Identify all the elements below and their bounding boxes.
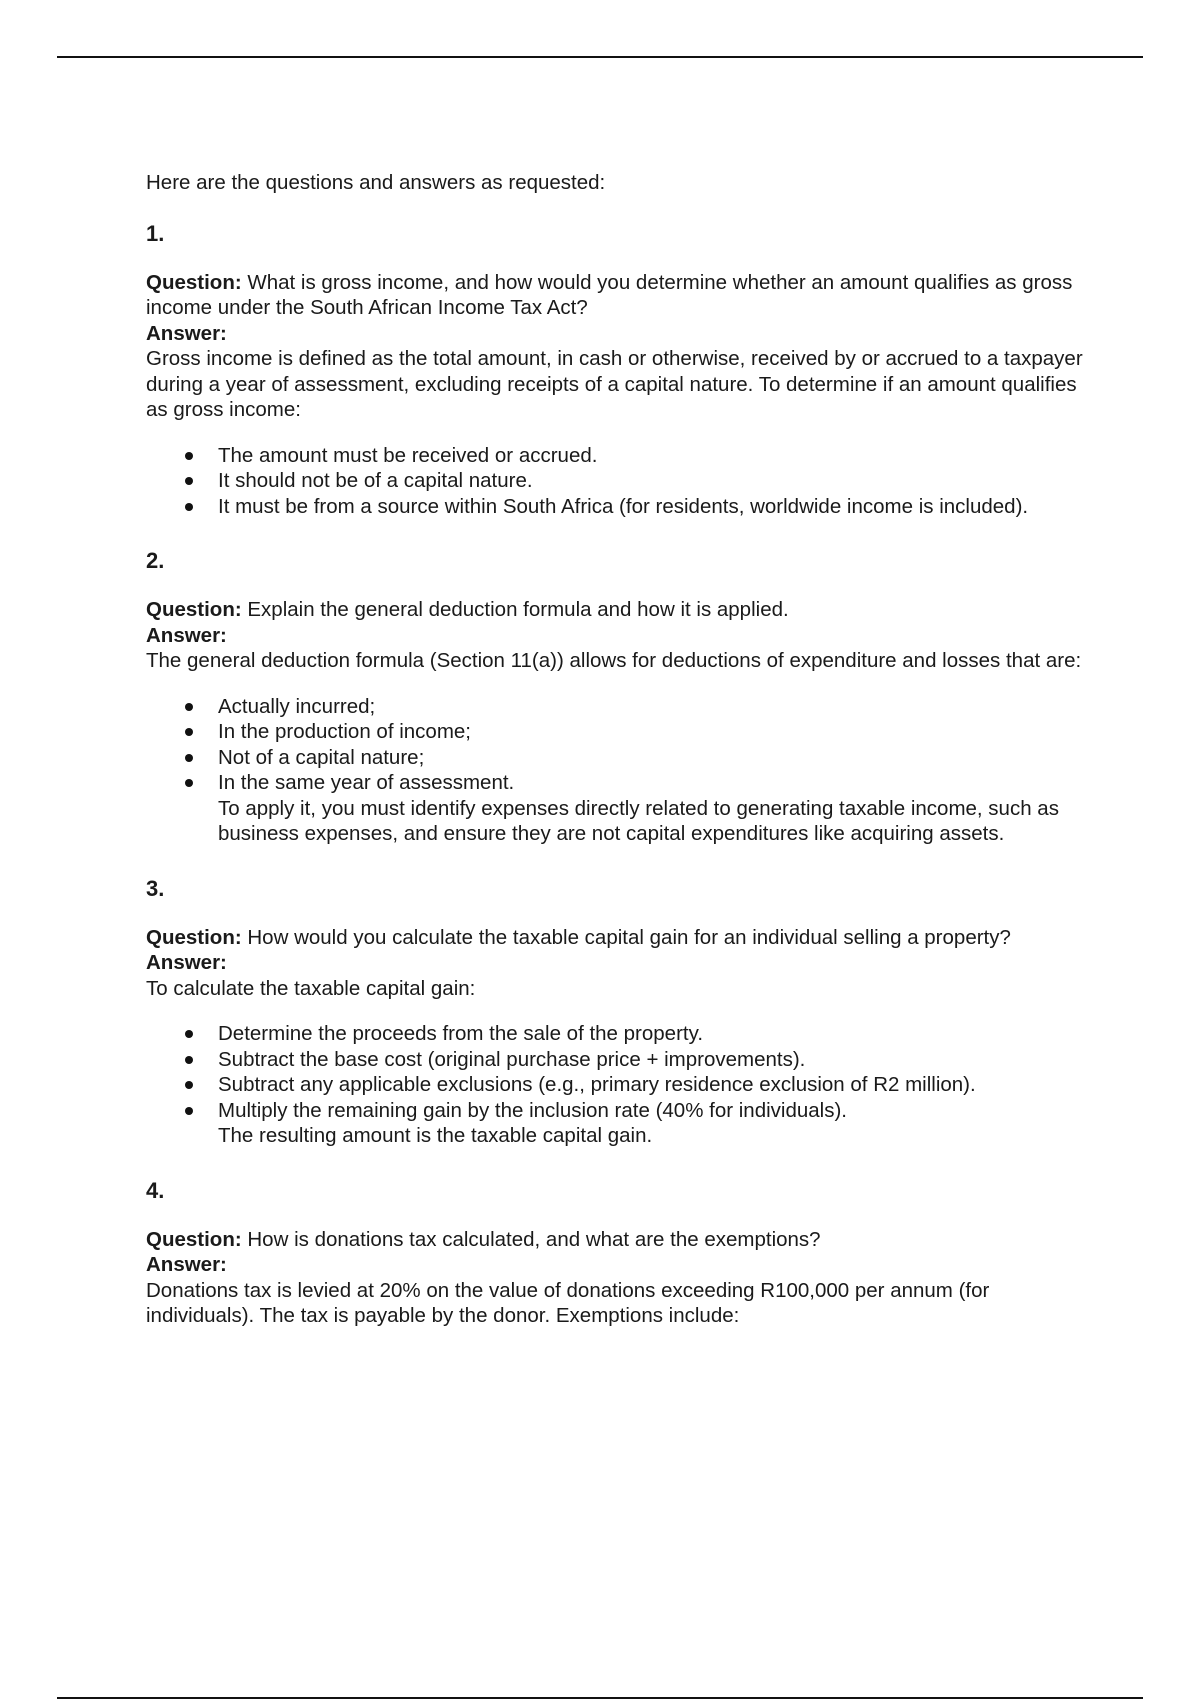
trailing-note: To apply it, you must identify expenses directly related to generating taxable income, such as business expenses, and ensure they are not capital expenditures like acquiring assets. <box>218 796 1059 845</box>
document-body <box>146 170 1091 1357</box>
list-item: In the production of income; <box>218 719 1091 745</box>
list-item: It must be from a source within South Africa (for residents, worldwide income is included). <box>218 494 1091 520</box>
bullet-list <box>146 694 1091 847</box>
question-label: Question: <box>146 598 242 621</box>
trailing-note: The resulting amount is the taxable capital gain. <box>218 1124 653 1147</box>
section-number: 2. <box>146 548 165 573</box>
qa-section-1 <box>146 220 1091 520</box>
question-text: How is donations tax calculated, and what are the exemptions? <box>247 1227 821 1251</box>
section-number: 4. <box>146 1177 165 1203</box>
list-item: Subtract any applicable exclusions (e.g., primary residence exclusion of R2 million). <box>218 1072 1091 1098</box>
answer-label: Answer: <box>146 1253 227 1276</box>
section-number: 1. <box>146 220 165 246</box>
qa-section-2 <box>146 547 1091 847</box>
question-line <box>146 270 1091 321</box>
list-item-text: Multiply the remaining gain by the inclusion rate (40% for individuals). <box>218 1098 847 1122</box>
question-label: Question: <box>146 1227 242 1251</box>
answer-label: Answer: <box>146 623 227 647</box>
list-item: The amount must be received or accrued. <box>218 443 1091 469</box>
qa-section-4 <box>146 1177 1091 1329</box>
list-item: Subtract the base cost (original purchase price + improvements). <box>218 1047 1091 1073</box>
list-item-text: In the same year of assessment. <box>218 771 515 794</box>
bullet-list <box>146 1021 1091 1149</box>
header-rule <box>57 56 1143 58</box>
answer-label: Answer: <box>146 321 227 345</box>
list-item: Actually incurred; <box>218 694 1091 720</box>
list-item: Not of a capital nature; <box>218 745 1091 771</box>
question-line <box>146 925 1091 951</box>
footer-rule <box>57 1697 1143 1699</box>
bullet-list <box>146 443 1091 520</box>
question-line <box>146 1227 1091 1253</box>
question-line <box>146 597 1091 623</box>
list-item: It should not be of a capital nature. <box>218 468 1091 494</box>
answer-label: Answer: <box>146 951 227 974</box>
answer-text: The general deduction formula (Section 11(a)) allows for deductions of expenditure and losses that are: <box>146 649 1082 672</box>
question-label: Question: <box>146 270 242 294</box>
question-text: Explain the general deduction formula and how it is applied. <box>247 598 789 621</box>
list-item-with-note <box>218 1098 1091 1149</box>
question-text: What is gross income, and how would you determine whether an amount qualifies as gross income under the South African Income Tax Act? <box>146 270 1073 319</box>
answer-text: To calculate the taxable capital gain: <box>146 976 476 1000</box>
section-number: 3. <box>146 875 165 901</box>
answer-text: Donations tax is levied at 20% on the value of donations exceeding R100,000 per annum (for individuals). The tax is payable by the donor. Exemptions include: <box>146 1278 990 1327</box>
question-text: How would you calculate the taxable capital gain for an individual selling a property? <box>247 925 1011 949</box>
list-item: Determine the proceeds from the sale of the property. <box>218 1021 1091 1047</box>
qa-section-3 <box>146 875 1091 1149</box>
question-label: Question: <box>146 925 242 949</box>
list-item-with-note <box>218 770 1091 847</box>
answer-text: Gross income is defined as the total amount, in cash or otherwise, received by or accrued to a taxpayer during a year of assessment, excluding receipts of a capital nature. To determine if an amount qualifies as gross income: <box>146 347 1083 421</box>
intro-text: Here are the questions and answers as requested: <box>146 171 606 194</box>
